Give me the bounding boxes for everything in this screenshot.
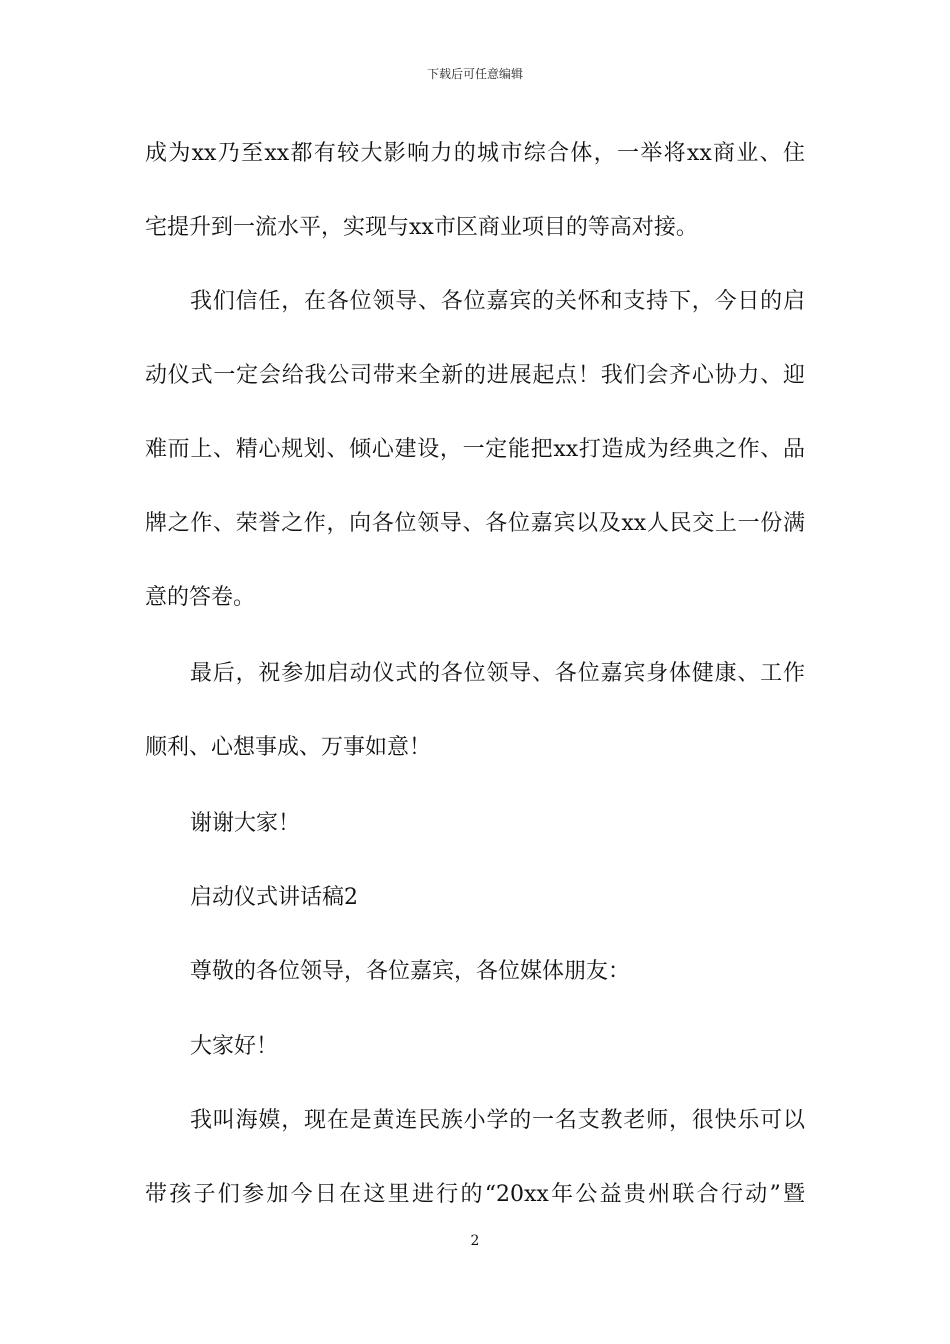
paragraph-line: 成为xx乃至xx都有较大影响力的城市综合体，一举将xx商业、住 (145, 141, 805, 166)
paragraph-line: 带孩子们参加今日在这里进行的“20xx年公益贵州联合行动”暨 (145, 1182, 805, 1207)
salutation: 尊敬的各位领导，各位嘉宾，各位媒体朋友： (190, 959, 631, 984)
paragraph-line: 顺利、心想事成、万事如意！ (145, 735, 432, 760)
paragraph-line: 难而上、精心规划、倾心建设，一定能把xx打造成为经典之作、品 (145, 437, 805, 462)
paragraph-line: 我们信任，在各位领导、各位嘉宾的关怀和支持下，今日的启 (190, 289, 805, 314)
paragraph-line: 谢谢大家！ (190, 811, 301, 836)
paragraph-line: 我叫海嫫，现在是黄连民族小学的一名支教老师，很快乐可以 (190, 1108, 805, 1133)
page-number: 2 (470, 1233, 480, 1249)
greeting: 大家好！ (190, 1034, 279, 1059)
section-heading: 启动仪式讲话稿2 (190, 885, 358, 910)
paragraph-line: 最后，祝参加启动仪式的各位领导、各位嘉宾身体健康、工作 (190, 661, 805, 686)
paragraph-line: 宅提升到一流水平，实现与xx市区商业项目的等高对接。 (145, 215, 698, 240)
paragraph-line: 牌之作、荣誉之作，向各位领导、各位嘉宾以及xx人民交上一份满 (145, 511, 805, 536)
paragraph-line: 动仪式一定会给我公司带来全新的进展起点！我们会齐心协力、迎 (145, 363, 805, 388)
paragraph-line: 意的答卷。 (145, 585, 256, 610)
page-header: 下载后可任意编辑 (426, 67, 523, 81)
